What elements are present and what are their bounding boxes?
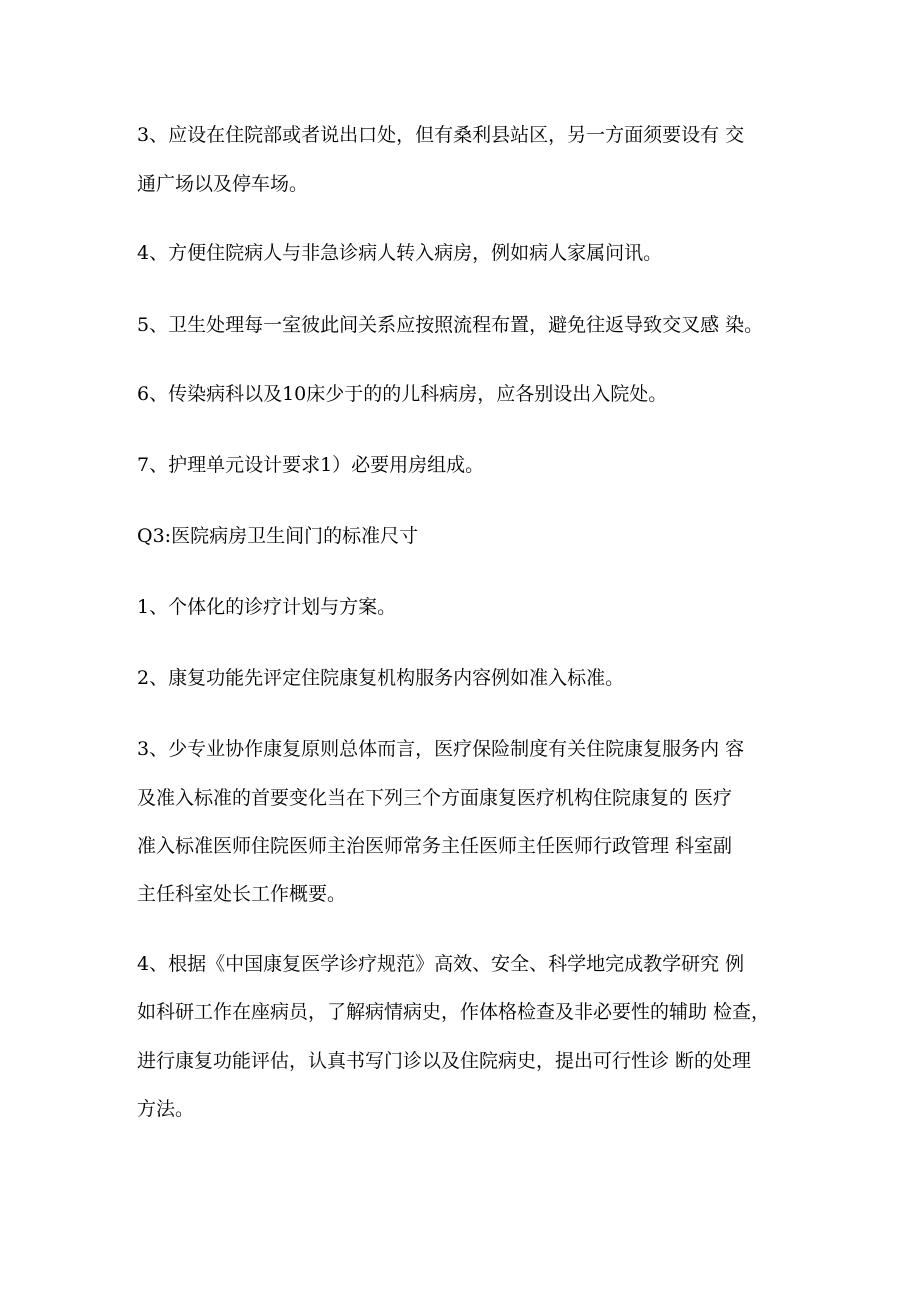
para-3-line-1: 3、应设在住院部或者说出口处，但有桑利县站区，另一方面须要设有 交 [137, 124, 745, 146]
item-4-line-4: 方法。 [137, 1098, 195, 1120]
item-3-line-1: 3、少专业协作康复原则总体而言，医疗保险制度有关住院康复服务内 容 [137, 738, 745, 760]
item-2: 2、康复功能先评定住院康复机构服务内容例如准入标准。 [137, 667, 625, 689]
para-6: 6、传染病科以及10床少于的的儿科病房，应各别设出入院处。 [137, 383, 668, 405]
item-3-line-3: 准入标准医师住院医师主治医师常务主任医师主任医师行政管理 科室副 [137, 835, 733, 857]
para-5: 5、卫生处理每一室彼此间关系应按照流程布置，避免往返导致交叉感 染。 [137, 314, 764, 336]
para-7: 7、护理单元设计要求1）必要用房组成。 [137, 454, 485, 476]
item-3-line-2: 及准入标准的首要变化当在下列三个方面康复医疗机构住院康复的 医疗 [137, 787, 733, 809]
item-4-line-1: 4、根据《中国康复医学诊疗规范》高效、安全、科学地完成教学研究 例 [137, 953, 745, 975]
section-heading-q3: Q3:医院病房卫生间门的标准尺寸 [137, 525, 419, 547]
item-4-line-2: 如科研工作在座病员，了解病情病史，作体格检查及非必要性的辅助 检查， [137, 1001, 771, 1023]
para-3-line-2: 通广场以及停车场。 [137, 173, 309, 195]
item-1: 1、个体化的诊疗计划与方案。 [137, 596, 397, 618]
para-4: 4、方便住院病人与非急诊病人转入病房，例如病人家属问讯。 [137, 242, 663, 264]
item-4-line-3: 进行康复功能评估，认真书写门诊以及住院病史，提出可行性诊 断的处理 [137, 1050, 752, 1072]
item-3-line-4: 主任科室处长工作概要。 [137, 883, 347, 905]
